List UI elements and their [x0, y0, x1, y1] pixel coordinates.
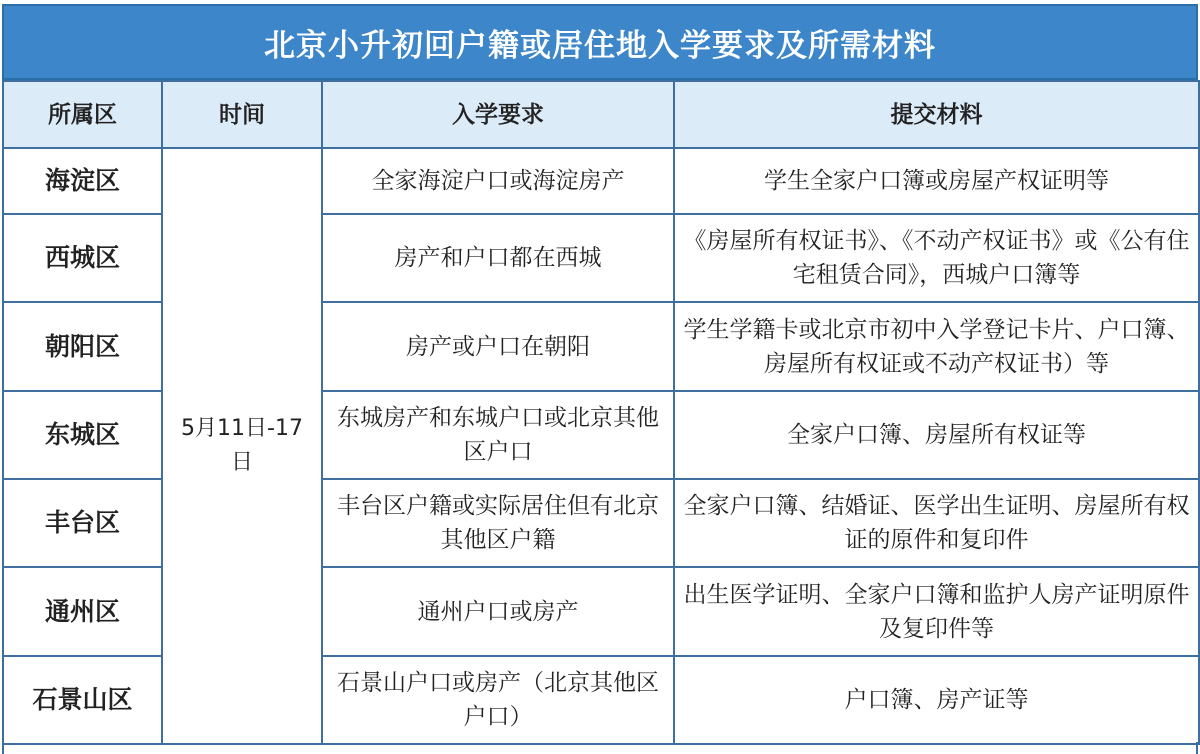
district-cell: 海淀区	[3, 148, 162, 214]
district-cell: 石景山区	[3, 656, 162, 744]
header-row	[3, 81, 1199, 148]
district-cell: 朝阳区	[3, 302, 162, 391]
materials-cell: 出生医学证明、全家户口簿和监护人房产证明原件及复印件等	[674, 567, 1199, 656]
requirement-cell: 全家海淀户口或海淀房产	[322, 148, 674, 214]
requirement-cell: 房产或户口在朝阳	[322, 302, 674, 391]
materials-cell: 学生全家户口簿或房屋产权证明等	[674, 148, 1199, 214]
time-cell: 5月11日-17日	[162, 148, 322, 744]
materials-cell: 《房屋所有权证书》、《不动产权证书》或《公有住宅租赁合同》，西城户口簿等	[674, 214, 1199, 302]
requirement-cell: 通州户口或房产	[322, 567, 674, 656]
table-bottom-edge	[2, 742, 1198, 754]
materials-cell: 全家户口簿、结婚证、医学出生证明、房屋所有权证的原件和复印件	[674, 479, 1199, 567]
table-row	[3, 148, 1199, 214]
district-cell: 丰台区	[3, 479, 162, 567]
requirements-table	[2, 80, 1200, 745]
materials-cell: 户口簿、房产证等	[674, 656, 1199, 744]
requirement-cell: 东城房产和东城户口或北京其他区户口	[322, 391, 674, 479]
materials-cell: 全家户口簿、房屋所有权证等	[674, 391, 1199, 479]
table-title: 北京小升初回户籍或居住地入学要求及所需材料	[2, 4, 1198, 80]
materials-cell: 学生学籍卡或北京市初中入学登记卡片、户口簿、房屋所有权证或不动产权证书）等	[674, 302, 1199, 391]
header-time: 时间	[162, 81, 322, 148]
header-district: 所属区	[3, 81, 162, 148]
district-cell: 通州区	[3, 567, 162, 656]
district-cell: 东城区	[3, 391, 162, 479]
district-cell: 西城区	[3, 214, 162, 302]
header-materials: 提交材料	[674, 81, 1199, 148]
header-requirement: 入学要求	[322, 81, 674, 148]
requirement-cell: 石景山户口或房产（北京其他区户口）	[322, 656, 674, 744]
requirement-cell: 房产和户口都在西城	[322, 214, 674, 302]
requirement-cell: 丰台区户籍或实际居住但有北京其他区户籍	[322, 479, 674, 567]
